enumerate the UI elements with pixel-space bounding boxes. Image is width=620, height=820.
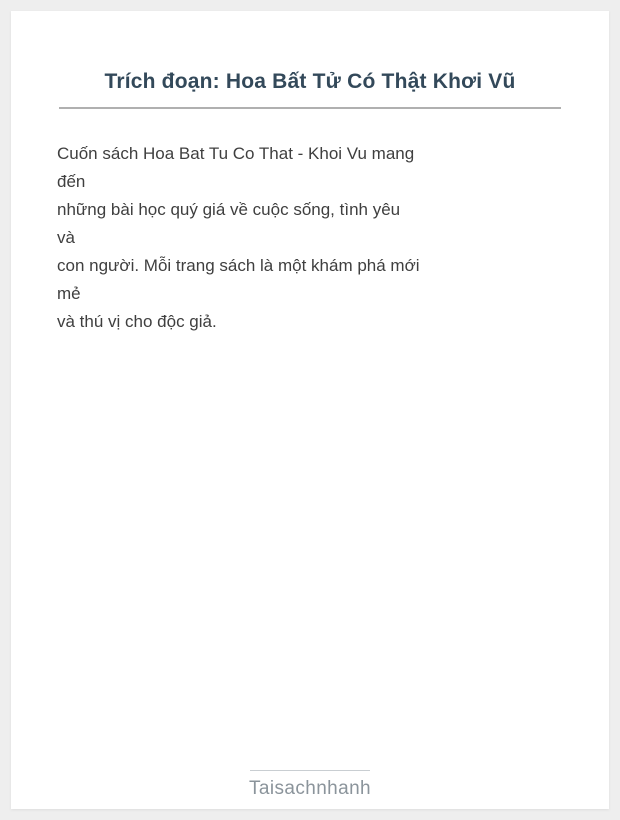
body-line: và thú vị cho độc giả.	[57, 312, 217, 331]
body-line: Cuốn sách Hoa Bat Tu Co That - Khoi Vu mang	[57, 144, 415, 163]
footer-brand: Taisachnhanh	[248, 778, 372, 799]
body-line: con người. Mỗi trang sách là một khám phá mới	[57, 256, 420, 275]
body-line: những bài học quý giá về cuộc sống, tình yêu	[57, 200, 401, 219]
page-title: Trích đoạn: Hoa Bất Tử Có Thật Khơi Vũ	[104, 70, 516, 93]
body-line: đến	[57, 172, 86, 191]
body-text	[57, 140, 563, 336]
title-divider	[59, 107, 561, 109]
body-line: mẻ	[57, 284, 81, 303]
page-header	[11, 69, 609, 95]
footer	[11, 770, 609, 809]
footer-divider	[250, 770, 370, 771]
body-line: và	[57, 228, 75, 247]
content-card	[11, 11, 609, 809]
